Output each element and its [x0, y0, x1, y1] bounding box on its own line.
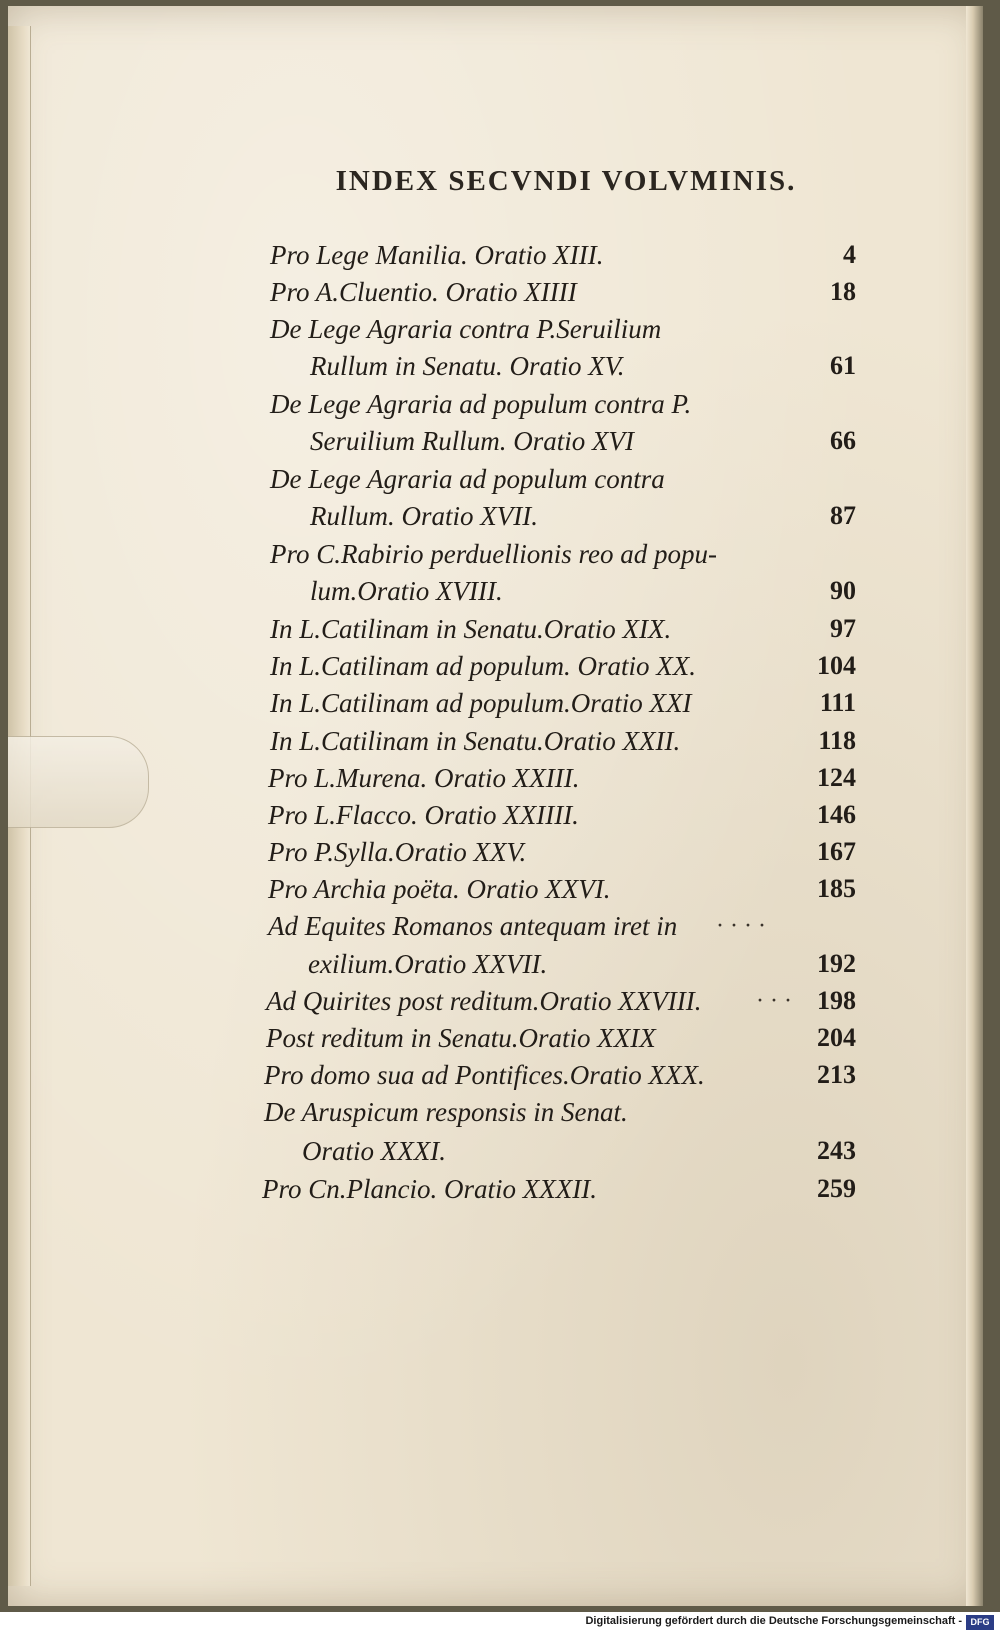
entry-title: De Lege Agraria ad populum contra P. — [270, 389, 692, 419]
entry-title: De Lege Agraria ad populum contra — [270, 464, 665, 494]
entry-title: In L.Catilinam in Senatu.Oratio XXII. — [270, 726, 681, 756]
entry-title-continued: Oratio XXXI. — [302, 1136, 446, 1166]
entry-title: Pro C.Rabirio perduellionis reo ad popu- — [270, 539, 717, 569]
entry-title: Pro domo sua ad Pontifices.Oratio XXX. — [264, 1060, 705, 1090]
entry-title: Pro Cn.Plancio. Oratio XXXII. — [262, 1174, 597, 1204]
entry-page: 4 — [843, 240, 856, 269]
entry-title: De Lege Agraria contra P.Seruilium — [270, 314, 662, 344]
entry-page: 87 — [830, 501, 856, 530]
entry-page: 146 — [817, 800, 856, 829]
entry-page: 213 — [817, 1060, 856, 1089]
entry-page: 198 — [817, 986, 856, 1015]
entry-title: In L.Catilinam ad populum. Oratio XX. — [270, 651, 697, 681]
entry-page: 185 — [817, 874, 856, 903]
dot-leader: ···· — [716, 913, 772, 939]
entry-title: Pro L.Flacco. Oratio XXIIII. — [268, 800, 579, 830]
entry-page: 104 — [817, 651, 856, 680]
entry-title: Pro Archia poëta. Oratio XXVI. — [268, 874, 611, 904]
entry-title: In L.Catilinam in Senatu.Oratio XIX. — [270, 614, 672, 644]
entry-title: In L.Catilinam ad populum.Oratio XXI — [270, 688, 692, 718]
index-heading-text: INDEX SECVNDI VOLVMINIS. — [335, 165, 797, 197]
entry-page: 167 — [817, 837, 856, 866]
digitization-footer — [0, 1612, 1000, 1635]
funding-credit: Digitalisierung gefördert durch die Deutsche Forschungsgemeinschaft - — [585, 1615, 962, 1627]
entry-title-continued: Rullum in Senatu. Oratio XV. — [310, 351, 625, 381]
entry-page: 90 — [830, 576, 856, 605]
entry-page: 66 — [830, 426, 856, 455]
dfg-logo: DFG — [966, 1615, 994, 1630]
entry-page: 61 — [830, 351, 856, 380]
entry-title: De Aruspicum responsis in Senat. — [264, 1097, 628, 1127]
entry-title: Pro A.Cluentio. Oratio XIIII — [270, 277, 577, 307]
entry-title: Pro L.Murena. Oratio XXIII. — [268, 763, 580, 793]
entry-page: 259 — [817, 1174, 856, 1203]
entry-page: 192 — [817, 949, 856, 978]
entry-title-continued: exilium.Oratio XXVII. — [308, 949, 548, 979]
entry-title-continued: Seruilium Rullum. Oratio XVI — [310, 426, 634, 456]
entry-page: 204 — [817, 1023, 856, 1052]
entry-page: 124 — [817, 763, 856, 792]
entry-page: 243 — [817, 1136, 856, 1165]
dot-leader: ··· — [756, 988, 798, 1014]
entry-title: Ad Equites Romanos antequam iret in — [268, 911, 678, 941]
entry-page: 118 — [818, 726, 856, 755]
entry-page: 18 — [830, 277, 856, 306]
entry-title: Pro P.Sylla.Oratio XXV. — [268, 837, 527, 867]
entry-title: Pro Lege Manilia. Oratio XIII. — [270, 240, 604, 270]
entry-page: 97 — [830, 614, 856, 643]
entry-title: Post reditum in Senatu.Oratio XXIX — [266, 1023, 656, 1053]
entry-title: Ad Quirites post reditum.Oratio XXVIII. — [266, 986, 702, 1016]
entry-title-continued: lum.Oratio XVIII. — [310, 576, 503, 606]
entry-page: 111 — [819, 688, 856, 717]
entry-title-continued: Rullum. Oratio XVII. — [310, 501, 538, 531]
